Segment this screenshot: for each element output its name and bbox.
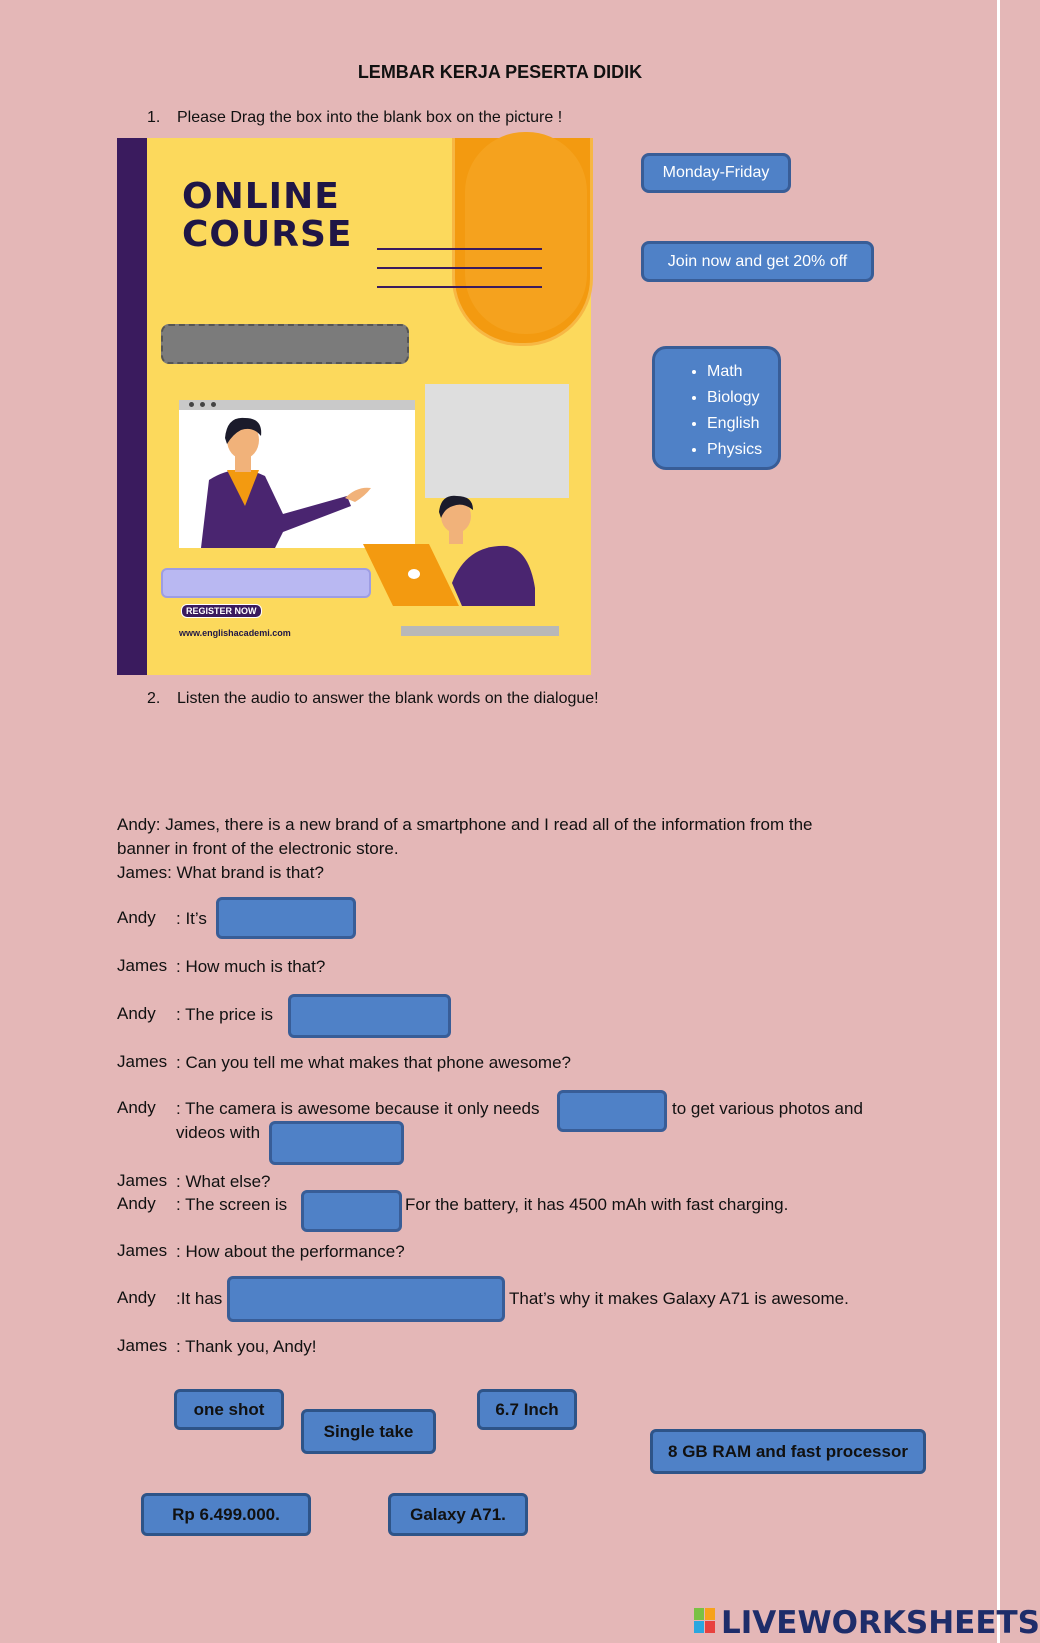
line-awesome-question: : Can you tell me what makes that phone awesome? [176, 1053, 571, 1072]
answer-screen-size[interactable]: 6.7 Inch [477, 1389, 577, 1430]
answer-single-take[interactable]: Single take [301, 1409, 436, 1454]
headline-line-1: ONLINE [182, 176, 340, 217]
speaker-andy: Andy [117, 1194, 156, 1213]
blank-screen[interactable] [301, 1190, 402, 1232]
question-1-text: Please Drag the box into the blank box on the picture ! [177, 109, 563, 126]
line-camera: : The camera is awesome because it only needs [176, 1099, 540, 1118]
subject-item: • Physics [707, 437, 778, 463]
line-thanks: : Thank you, Andy! [176, 1337, 317, 1356]
question-2 [147, 690, 599, 708]
drag-box-subjects[interactable] [652, 346, 781, 470]
poster-url: www.englishacademi.com [179, 628, 291, 638]
drop-zone-lavender[interactable] [161, 568, 371, 598]
question-1-number: 1. [147, 109, 161, 126]
answer-one-shot[interactable]: one shot [174, 1389, 284, 1430]
poster-line [377, 286, 542, 288]
blank-camera-shot[interactable] [557, 1090, 667, 1132]
subject-item: • English [707, 411, 778, 437]
orange-pill-shape [452, 138, 593, 346]
drop-zone-grey[interactable] [161, 324, 409, 364]
poster-left-bar [117, 138, 147, 675]
poster-headline [182, 178, 353, 254]
page-title: LEMBAR KERJA PESERTA DIDIK [357, 62, 643, 82]
desk [401, 626, 559, 636]
question-2-text: Listen the audio to answer the blank words on the dialogue! [177, 690, 599, 707]
answer-brand[interactable]: Galaxy A71. [388, 1493, 528, 1536]
speaker-andy: Andy [117, 1288, 156, 1307]
line-battery: For the battery, it has 4500 mAh with fast charging. [405, 1195, 789, 1214]
blank-brand[interactable] [216, 897, 356, 939]
dialogue-intro-2: banner in front of the electronic store. [117, 839, 399, 858]
poster-line [377, 267, 542, 269]
subjects-list [655, 359, 778, 463]
register-now-badge: REGISTER NOW [181, 604, 262, 618]
drag-box-days[interactable]: Monday-Friday [641, 153, 791, 193]
line-what-else: : What else? [176, 1172, 271, 1191]
speaker-andy: Andy [117, 1004, 156, 1023]
headline-line-2: COURSE [182, 214, 353, 255]
speaker-andy: Andy [117, 908, 156, 927]
speaker-james: James [117, 956, 168, 975]
logo-text: LIVEWORKSHEETS [721, 1605, 1040, 1641]
online-course-poster [117, 138, 591, 675]
line-screen: : The screen is [176, 1195, 288, 1214]
speaker-james: James [117, 1241, 168, 1260]
poster-line [377, 248, 542, 250]
right-edge [997, 0, 1000, 1643]
student-laptop-illustration [357, 488, 567, 638]
speaker-andy: Andy [117, 1098, 156, 1117]
logo-mark-icon [694, 1608, 716, 1634]
subject-item: • Biology [707, 385, 778, 411]
answer-ram[interactable]: 8 GB RAM and fast processor [650, 1429, 926, 1474]
answer-price[interactable]: Rp 6.499.000. [141, 1493, 311, 1536]
speaker-james: James [117, 1052, 168, 1071]
dialogue-intro-1: Andy: James, there is a new brand of a smartphone and I read all of the information from the [117, 815, 813, 834]
question-1 [147, 109, 562, 127]
line-camera-cont: to get various photos and [672, 1099, 863, 1118]
speaker-james: James [117, 1171, 168, 1190]
line-performance: :It has [176, 1289, 223, 1308]
line-brand: : It’s [176, 909, 207, 928]
dialogue-intro-3: James: What brand is that? [117, 863, 324, 882]
question-2-number: 2. [147, 690, 161, 707]
line-price-question: : How much is that? [176, 957, 326, 976]
subject-item: • Math [707, 359, 778, 385]
drag-box-promo[interactable]: Join now and get 20% off [641, 241, 874, 282]
line-performance-cont: That’s why it makes Galaxy A71 is awesome. [509, 1289, 849, 1308]
line-videos: videos with [176, 1123, 261, 1142]
blank-camera-feature[interactable] [269, 1121, 404, 1165]
speaker-james: James [117, 1336, 168, 1355]
drop-zone-image-placeholder[interactable] [425, 384, 569, 498]
line-performance-question: : How about the performance? [176, 1242, 405, 1261]
blank-performance[interactable] [227, 1276, 505, 1322]
blank-price[interactable] [288, 994, 451, 1038]
liveworksheets-logo [697, 1605, 1040, 1641]
line-price: : The price is [176, 1005, 274, 1024]
